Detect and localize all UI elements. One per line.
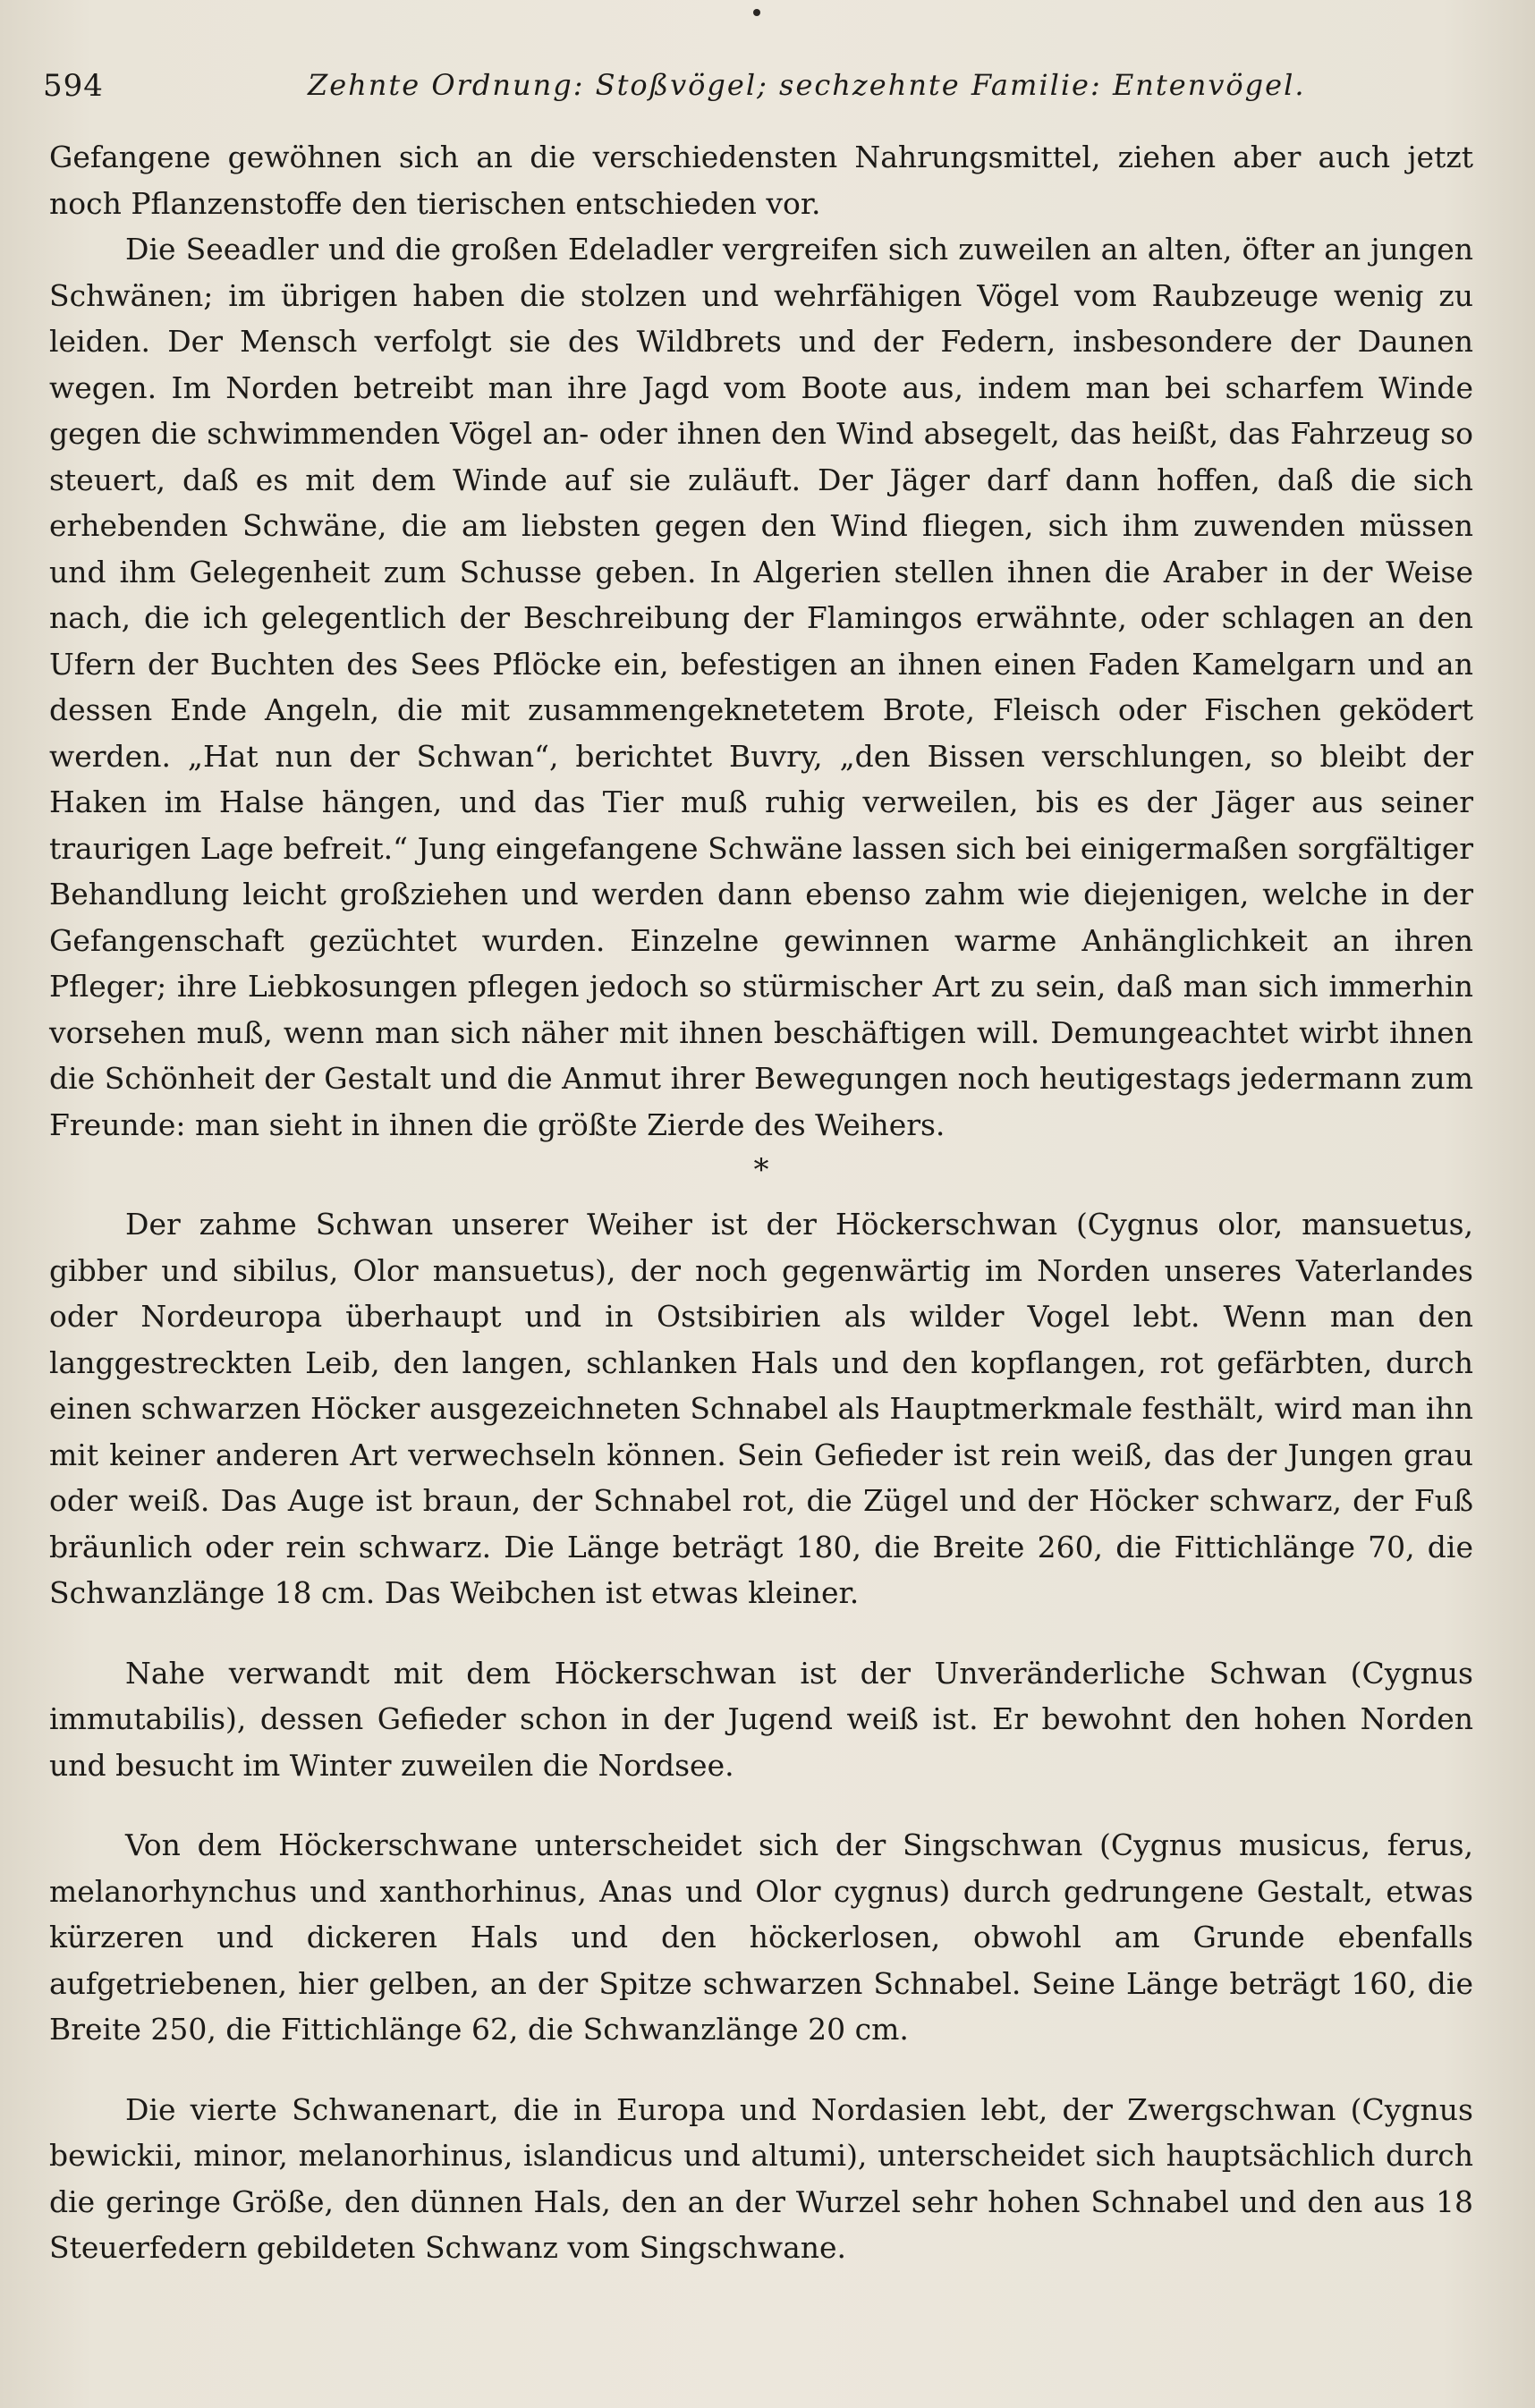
running-head-title: Zehnte Ordnung: Stoßvögel; sechzehnte Familie: Entenvögel. [308, 68, 1306, 102]
paragraph-5: Von dem Höckerschwane unterscheidet sich der Singschwan (Cygnus musicus, ferus, melanorhynchus und xanthorhinus, Anas und Olor cygnus) durch gedrungene Gestalt, etwas kürzeren und dickeren Hals und den höckerlosen, obwohl am Grunde ebenfalls aufgetriebenen, hier gelben, an der Spitze schwarzen Schnabel. Seine Länge beträgt 160, die Breite 250, die Fittichlänge 62, die Schwanzlänge 20 cm. [49, 1827, 1473, 2047]
paragraph-2: Die Seeadler und die großen Edeladler vergreifen sich zuweilen an alten, öfter an jungen Schwänen; im übrigen haben die stolzen und wehrfähigen Vögel vom Raubzeuge wenig zu leiden. Der Mensch verfolgt sie des Wildbrets und der Federn, insbesondere der Daunen wegen. Im Norden betreibt man ihre Jagd vom Boote aus, indem man bei scharfem Winde gegen die schwimmenden Vögel an- oder ihnen den Wind absegelt, das heißt, das Fahrzeug so steuert, daß es mit dem Winde auf sie zuläuft. Der Jäger darf dann hoffen, daß die sich erhebenden Schwäne, die am liebsten gegen den Wind fliegen, sich ihm zuwenden müssen und ihm Gelegenheit zum Schusse geben. In Algerien stellen ihnen die Araber in der Weise nach, die ich gelegentlich der Beschreibung der Flamingos erwähnte, oder schlagen an den Ufern der Buchten des Sees Pflöcke ein, befestigen an ihnen einen Faden Kamelgarn und an dessen Ende Angeln, die mit zusammengeknetetem Brote, Fleisch oder Fischen geködert werden. „Hat nun der Schwan“, berichtet Buvry, „den Bissen verschlungen, so bleibt der Haken im Halse hängen, und das Tier muß ruhig verweilen, bis es der Jäger aus seiner traurigen Lage befreit.“ Jung eingefangene Schwäne lassen sich bei einigermaßen sorgfältiger Behandlung leicht großziehen und werden dann ebenso zahm wie diejenigen, welche in der Gefangenschaft gezüchtet wurden. Einzelne gewinnen warme Anhänglichkeit an ihren Pfleger; ihre Liebkosungen pflegen jedoch so stürmischer Art zu sein, daß man sich immerhin vorsehen muß, wenn man sich näher mit ihnen beschäftigen will. Demungeachtet wirbt ihnen die Schönheit der Gestalt und die Anmut ihrer Bewegungen noch heutigestags jedermann zum Freunde: man sieht in ihnen die größte Zierde des Weihers. [49, 232, 1473, 1142]
paragraph-3: Der zahme Schwan unserer Weiher ist der Höckerschwan (Cygnus olor, mansuetus, gibber und sibilus, Olor mansuetus), der noch gegenwärtig im Norden unseres Vaterlandes oder Nordeuropa überhaupt und in Ostsibirien als wilder Vogel lebt. Wenn man den langgestreckten Leib, den langen, schlanken Hals und den kopflangen, rot gefärbten, durch einen schwarzen Höcker ausgezeichneten Schnabel als Hauptmerkmale festhält, wird man ihn mit keiner anderen Art verwechseln können. Sein Gefieder ist rein weiß, das der Jungen grau oder weiß. Das Auge ist braun, der Schnabel rot, die Zügel und der Höcker schwarz, der Fuß bräunlich oder rein schwarz. Die Länge beträgt 180, die Breite 260, die Fittichlänge 70, die Schwanzlänge 18 cm. Das Weibchen ist etwas kleiner. [49, 1207, 1473, 1610]
paragraph-1: Gefangene gewöhnen sich an die verschiedensten Nahrungsmittel, ziehen aber auch jetzt noch Pflanzenstoffe den tierischen entschieden vor. [49, 140, 1473, 221]
paragraph-gap [49, 2053, 1473, 2087]
ink-speck [753, 9, 760, 16]
section-separator: * [753, 1152, 769, 1188]
paragraph-6: Die vierte Schwanenart, die in Europa und Nordasien lebt, der Zwergschwan (Cygnus bewickii, minor, melanorhinus, islandicus und altumi), unterscheidet sich hauptsächlich durch die geringe Größe, den dünnen Hals, den an der Wurzel sehr hohen Schnabel und den aus 18 Steuerfedern gebildeten Schwanz vom Singschwane. [49, 2091, 1473, 2265]
paragraph-4: Nahe verwandt mit dem Höckerschwan ist der Unveränderliche Schwan (Cygnus immutabilis), dessen Gefieder schon in der Jugend weiß ist. Er bewohnt den hohen Norden und besucht im Winter zuweilen die Nordsee. [49, 1655, 1473, 1783]
running-head [43, 68, 1479, 113]
paragraph-gap [49, 1788, 1473, 1822]
paragraph-gap [49, 1616, 1473, 1650]
page-number: 594 [43, 68, 104, 104]
body-text [49, 134, 1473, 2271]
